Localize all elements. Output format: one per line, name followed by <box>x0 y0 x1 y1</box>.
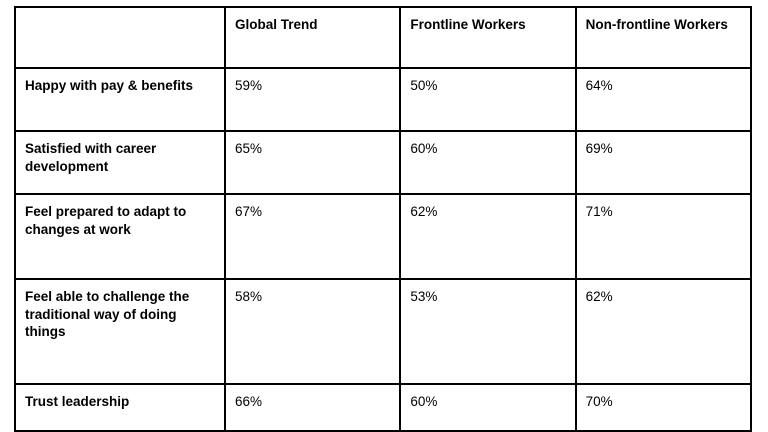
cell-global-trend: 58% <box>225 279 400 384</box>
column-header-non-frontline-workers: Non-frontline Workers <box>576 7 751 68</box>
cell-non-frontline-workers: 71% <box>576 194 751 279</box>
cell-global-trend: 59% <box>225 68 400 131</box>
table-body <box>15 68 751 431</box>
cell-global-trend: 67% <box>225 194 400 279</box>
comparison-table <box>14 6 752 432</box>
cell-frontline-workers: 60% <box>400 384 575 431</box>
table-row <box>15 68 751 131</box>
cell-non-frontline-workers: 69% <box>576 131 751 194</box>
cell-frontline-workers: 62% <box>400 194 575 279</box>
row-header-feel-prepared-to-adapt: Feel prepared to adapt to changes at work <box>15 194 225 279</box>
row-header-feel-able-to-challenge: Feel able to challenge the traditional way of doing things <box>15 279 225 384</box>
table-row <box>15 194 751 279</box>
cell-frontline-workers: 50% <box>400 68 575 131</box>
cell-frontline-workers: 53% <box>400 279 575 384</box>
cell-non-frontline-workers: 64% <box>576 68 751 131</box>
table-row <box>15 131 751 194</box>
table-header <box>15 7 751 68</box>
table-row <box>15 279 751 384</box>
cell-non-frontline-workers: 70% <box>576 384 751 431</box>
cell-non-frontline-workers: 62% <box>576 279 751 384</box>
table-header-row <box>15 7 751 68</box>
table-row <box>15 384 751 431</box>
cell-frontline-workers: 60% <box>400 131 575 194</box>
cell-global-trend: 65% <box>225 131 400 194</box>
row-header-trust-leadership: Trust leadership <box>15 384 225 431</box>
row-header-satisfied-with-career-development: Satisfied with career development <box>15 131 225 194</box>
column-header-blank <box>15 7 225 68</box>
column-header-frontline-workers: Frontline Workers <box>400 7 575 68</box>
cell-global-trend: 66% <box>225 384 400 431</box>
column-header-global-trend: Global Trend <box>225 7 400 68</box>
row-header-happy-with-pay-benefits: Happy with pay & benefits <box>15 68 225 131</box>
